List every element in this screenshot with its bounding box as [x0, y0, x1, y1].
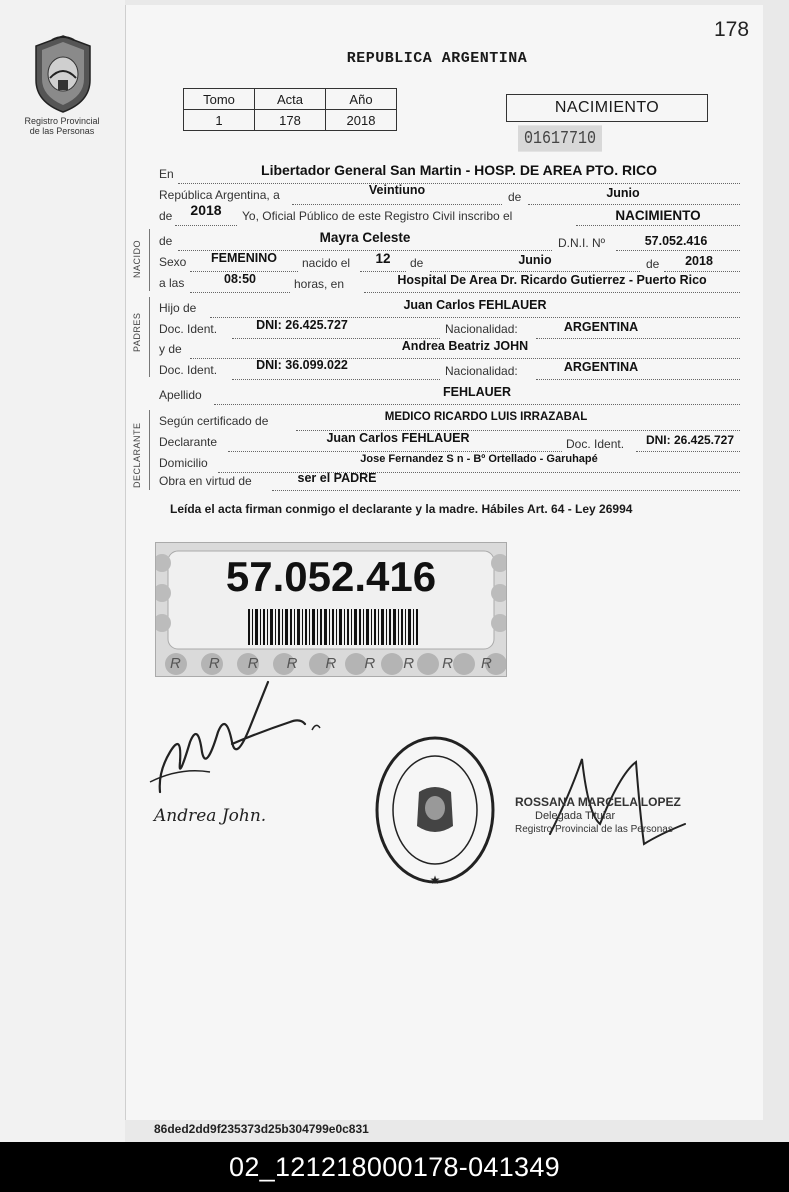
de-label: de [508, 190, 522, 204]
country-title: REPUBLICA ARGENTINA [346, 50, 528, 67]
child-dni-value: 57.052.416 [644, 234, 708, 248]
officer-statement: Yo, Oficial Público de este Registro Civil inscribo el [242, 209, 513, 223]
sex-label: Sexo [159, 255, 187, 269]
watermark-letter: R [364, 655, 376, 672]
day-words-value: Veintiuno [368, 183, 426, 197]
declarant-name-value: Juan Carlos FEHLAUER [326, 431, 470, 445]
born-de-label: de [410, 256, 424, 270]
declarant-doc-label: Doc. Ident. [566, 437, 625, 451]
watermark-letter: R [286, 655, 298, 672]
dni-sticker [155, 542, 507, 677]
serial-number: 01617710 [518, 125, 602, 151]
section-label-nacido: NACIDO [132, 239, 142, 278]
name-label: de [159, 234, 173, 248]
officer-stamp [515, 795, 681, 837]
address-label: Domicilio [159, 456, 208, 470]
declarant-signature-icon [140, 672, 330, 812]
mother-dni-value: DNI: 36.099.022 [256, 358, 348, 372]
section-rule-padres [149, 297, 150, 377]
declarant-dni-value: DNI: 26.425.727 [645, 433, 735, 447]
reason-value: ser el PADRE [297, 471, 377, 485]
left-margin [0, 0, 125, 1142]
acta-header: Acta [255, 89, 326, 110]
year-header: Año [326, 89, 397, 110]
republica-label: República Argentina, a [159, 188, 280, 202]
mother-label: y de [159, 342, 182, 356]
father-nationality-label: Nacionalidad: [445, 322, 518, 336]
born-year-value: 2018 [685, 254, 713, 268]
officer-name: ROSSANA MARCELA LOPEZ [515, 795, 681, 809]
dni-number: 57.052.416 [225, 553, 437, 600]
born-month-value: Junio [518, 253, 552, 267]
mother-name-value: Andrea Beatriz JOHN [401, 339, 529, 353]
act-type-box: NACIMIENTO [506, 94, 708, 122]
province-seal-icon [28, 34, 98, 114]
document-code-bar [0, 1142, 789, 1192]
section-rule-declarante [149, 410, 150, 490]
registry-caption: Registro Provincial de las Personas [24, 116, 100, 136]
declarant-label: Declarante [159, 435, 218, 449]
place-value: Libertador General San Martin - HOSP. DE AREA PTO. RICO [261, 162, 657, 178]
acta-value: 178 [255, 110, 326, 131]
reason-label: Obra en virtud de [159, 474, 252, 488]
act-value: NACIMIENTO [615, 208, 701, 223]
mother-nationality-label: Nacionalidad: [445, 364, 518, 378]
document-hash: 86ded2dd9f235373d25b304799e0c831 [154, 1122, 369, 1136]
svg-text:★: ★ [429, 873, 441, 887]
surname-value: FEHLAUER [442, 385, 512, 399]
officer-role: Delegada Titular [535, 810, 616, 822]
watermark-letter: R [481, 655, 492, 672]
en-label: En [159, 167, 174, 181]
birthplace-value: Hospital De Area Dr. Ricardo Gutierrez - Puerto Rico [397, 273, 707, 287]
watermark-letter: R [208, 655, 220, 672]
address-value: Jose Fernandez S n - Bº Ortellado - Garuhapé [360, 453, 598, 465]
born-de2-label: de [646, 257, 660, 271]
barcode-icon [248, 609, 418, 645]
watermark-row [156, 655, 506, 672]
sex-value: FEMENINO [211, 251, 277, 265]
document-code: 02_121218000178-041349 [229, 1152, 560, 1182]
tomo-header: Tomo [184, 89, 255, 110]
page-number: 178 [714, 18, 750, 41]
time-value: 08:50 [224, 272, 256, 286]
father-label: Hijo de [159, 301, 197, 315]
father-doc-label: Doc. Ident. [159, 322, 218, 336]
year-value: 2018 [326, 110, 397, 131]
watermark-letter: R [247, 655, 259, 672]
mother-signature: Andrea John. [154, 806, 267, 826]
officer-office: Registro Provincial de las Personas [515, 824, 673, 835]
father-dni-value: DNI: 26.425.727 [256, 318, 348, 332]
closing-note: Leída el acta firman conmigo el declarante y la madre. Hábiles Art. 64 - Ley 26994 [170, 502, 633, 516]
mother-doc-label: Doc. Ident. [159, 363, 218, 377]
surname-label: Apellido [159, 388, 202, 402]
father-nationality-value: ARGENTINA [563, 320, 639, 334]
de-year-label: de [159, 209, 173, 223]
acta-table [183, 88, 397, 131]
born-day-value: 12 [375, 251, 391, 266]
month-value: Junio [606, 186, 640, 200]
section-rule-nacido [149, 229, 150, 291]
dni-label: D.N.I. Nº [558, 236, 606, 250]
mother-nationality-value: ARGENTINA [563, 360, 639, 374]
registry-stamp-icon [373, 734, 497, 890]
certificate-label: Según certificado de [159, 414, 269, 428]
section-label-declarante: DECLARANTE [132, 422, 142, 488]
section-label-padres: PADRES [132, 312, 142, 352]
year-value: 2018 [190, 202, 222, 218]
watermark-letter: R [170, 655, 181, 672]
father-name-value: Juan Carlos FEHLAUER [403, 298, 547, 312]
born-label: nacido el [302, 256, 351, 270]
watermark-letter: R [442, 655, 453, 672]
watermark-letter: R [403, 655, 415, 672]
tomo-value: 1 [184, 110, 255, 131]
watermark-letter: R [325, 655, 337, 672]
hours-label: horas, en [294, 277, 345, 291]
certificate-value: MEDICO RICARDO LUIS IRRAZABAL [384, 411, 588, 423]
time-label: a las [159, 276, 185, 290]
child-name-value: Mayra Celeste [319, 230, 411, 245]
